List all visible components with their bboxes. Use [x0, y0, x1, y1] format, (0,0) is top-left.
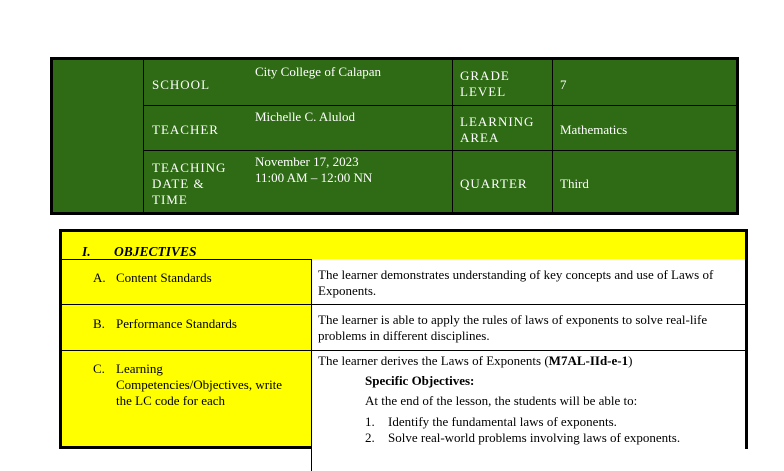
content-standards-label: Content Standards — [116, 270, 212, 285]
content-standards-row — [62, 259, 745, 305]
school-value: City College of Calapan — [255, 64, 382, 79]
school-label: SCHOOL — [152, 77, 211, 92]
learning-area-value: Mathematics — [560, 122, 628, 137]
performance-standards-text: The learner is able to apply the rules of laws of exponents to solve real-life problems in different disciplines. — [318, 312, 708, 343]
teaching-time-value: 11:00 AM – 12:00 NN — [255, 170, 373, 185]
specific-objectives-heading: Specific Objectives: — [365, 373, 475, 388]
teacher-value: Michelle C. Alulod — [255, 109, 356, 124]
column-divider — [552, 60, 553, 212]
row-letter: B. — [93, 316, 105, 331]
learning-competencies-label-line1: Learning — [116, 361, 163, 376]
performance-standards-label: Performance Standards — [116, 316, 237, 331]
objectives-table — [59, 229, 748, 449]
grade-level-label-line2: LEVEL — [460, 84, 507, 99]
learning-area-label-line2: AREA — [460, 130, 500, 145]
learning-competencies-row — [62, 351, 745, 471]
objective-number: 2. — [365, 430, 375, 445]
learning-competencies-label-line2: Competencies/Objectives, write — [116, 377, 283, 392]
row-divider — [143, 105, 736, 106]
grade-level-value: 7 — [560, 77, 567, 92]
teaching-date-label-line1: TEACHING — [152, 160, 227, 175]
teaching-date-label-line3: TIME — [152, 192, 188, 207]
teaching-date-value: November 17, 2023 — [255, 154, 359, 169]
grade-level-label-line1: GRADE — [460, 68, 510, 83]
quarter-value: Third — [560, 176, 589, 191]
column-divider — [143, 60, 144, 212]
lc-code: M7AL-IId-e-1 — [548, 353, 629, 368]
row-divider — [143, 150, 736, 151]
content-standards-text: The learner demonstrates understanding of key concepts and use of Laws of Exponents. — [318, 267, 714, 298]
learning-area-label-line1: LEARNING — [460, 114, 535, 129]
section-number: I. — [82, 244, 91, 259]
performance-standards-row — [62, 305, 745, 351]
objective-item: Identify the fundamental laws of exponents. — [388, 414, 617, 429]
section-title: OBJECTIVES — [114, 244, 197, 259]
lesson-header-table — [50, 57, 739, 215]
row-letter: C. — [93, 361, 105, 376]
objective-number: 1. — [365, 414, 375, 429]
column-divider — [452, 60, 453, 212]
teacher-label: TEACHER — [152, 122, 219, 137]
teaching-date-label-line2: DATE & — [152, 176, 205, 191]
objectives-heading — [62, 232, 745, 260]
competency-statement: The learner derives the Laws of Exponents (M7AL-IId-e-1) — [318, 353, 633, 368]
quarter-label: QUARTER — [460, 176, 528, 191]
row-letter: A. — [93, 270, 106, 285]
learning-competencies-label-line3: the LC code for each — [116, 393, 226, 408]
objective-item: Solve real-world problems involving laws of exponents. — [388, 430, 681, 445]
objectives-lead-text: At the end of the lesson, the students will be able to: — [365, 393, 638, 408]
